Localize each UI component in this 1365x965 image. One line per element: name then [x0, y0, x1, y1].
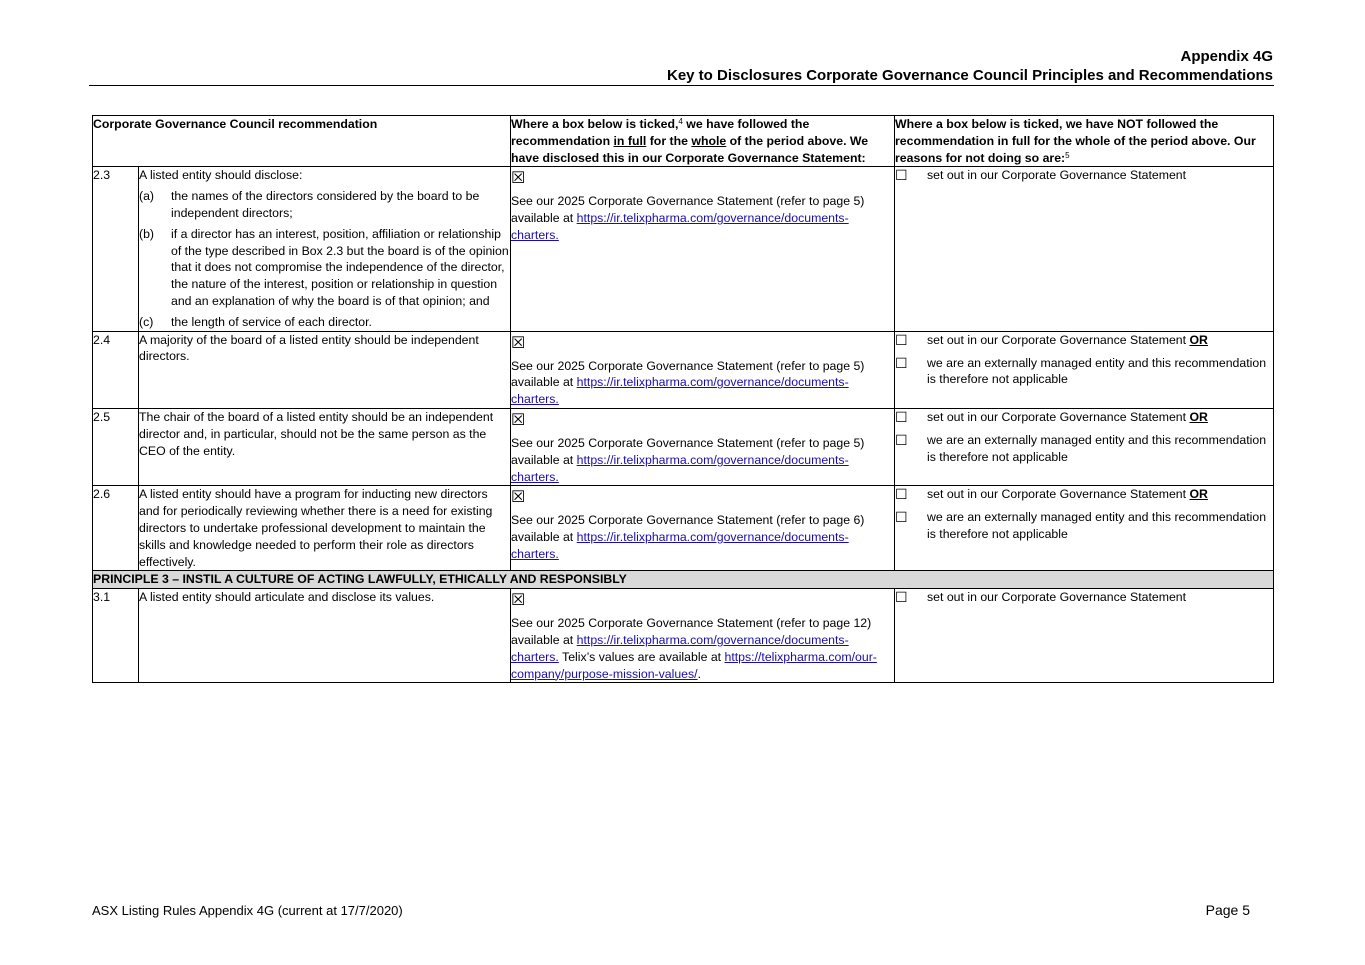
- col2-header-text-b: we have followed the recommendation: [511, 117, 810, 148]
- table-header-row: [93, 116, 1274, 167]
- statement: See our 2025 Corporate Governance Statement (refer to page 12) available at: [511, 616, 872, 647]
- subitem-text: the length of service of each director.: [171, 314, 372, 329]
- option-text: set out in our Corporate Governance Statement: [927, 168, 1187, 183]
- rec-number: 2.4: [93, 331, 139, 408]
- col2-header: [511, 116, 895, 167]
- table-row: [93, 331, 1274, 408]
- table-row: [93, 167, 1274, 331]
- statement: See our 2025 Corporate Governance Statement (refer to page 5) available at: [511, 435, 865, 467]
- subitem-label: (a): [139, 189, 155, 204]
- col3-header-text: Where a box below is ticked, we have NOT followed the recommendation in full for the whole of the period above. Our reasons for not doing so are:: [895, 117, 1256, 165]
- rec-subitem: [139, 188, 510, 222]
- checked-checkbox[interactable]: ☒: [511, 592, 526, 610]
- option-text: we are an externally managed entity and this recommendation is therefore not applicable: [927, 510, 1267, 542]
- header-subtitle: Key to Disclosures Corporate Governance Council Principles and Recommendations: [667, 67, 1273, 84]
- footnote-ref: 4: [678, 117, 683, 126]
- principle-heading-row: [93, 571, 1274, 589]
- followed-cell: [511, 408, 895, 485]
- checked-checkbox[interactable]: ☒: [511, 334, 526, 352]
- unchecked-checkbox[interactable]: ☐: [895, 589, 908, 606]
- governance-link[interactable]: https://ir.telixpharma.com/governance/documents- charters.: [511, 530, 849, 561]
- governance-link[interactable]: https://ir.telixpharma.com/governance/documents- charters.: [511, 452, 849, 484]
- followed-cell: [511, 486, 895, 571]
- header-divider: [89, 85, 1274, 86]
- governance-link[interactable]: https://ir.telixpharma.com/governance/documents- charters.: [511, 211, 849, 242]
- rec-text: A majority of the board of a listed entity should be independent directors.: [139, 331, 511, 408]
- rec-number: 2.3: [93, 167, 139, 331]
- footer-source: ASX Listing Rules Appendix 4G (current at 17/7/2020): [92, 903, 403, 918]
- recommendations-table: [92, 115, 1274, 683]
- rec-intro: A listed entity should disclose:: [139, 168, 303, 183]
- option-item: [895, 589, 1273, 606]
- statement-text: [511, 193, 894, 243]
- statement-text: [511, 512, 894, 562]
- rec-text: The chair of the board of a listed entity should be an independent director and, in particular, should not be the same person as the CEO of the entity.: [139, 408, 511, 485]
- option-text: set out in our Corporate Governance Statement OR: [927, 409, 1208, 424]
- statement: See our 2025 Corporate Governance Statement (refer to page 6) available at: [511, 513, 865, 545]
- col1-header: Corporate Governance Council recommendation: [93, 116, 511, 167]
- unchecked-checkbox[interactable]: ☐: [895, 167, 908, 184]
- option-item: [895, 167, 1273, 184]
- option-item: [895, 409, 1273, 426]
- option-text: set out in our Corporate Governance Statement OR: [927, 487, 1208, 502]
- not-followed-cell: [895, 331, 1274, 408]
- not-followed-cell: [895, 167, 1274, 331]
- followed-cell: [511, 167, 895, 331]
- unchecked-checkbox[interactable]: ☐: [895, 509, 908, 526]
- statement-text: See our 2025 Corporate Governance Statement (refer to page 12) available at https://ir.telixpharma.com/governance/documents- charters. Telix’s values are available at https://telixpharma.com/our- company/purpose-mission-values/.: [511, 616, 877, 681]
- checked-checkbox[interactable]: ☒: [511, 411, 526, 429]
- option-item: [895, 355, 1273, 389]
- col2-header-text-a: Where a box below is ticked,: [511, 117, 679, 131]
- followed-cell: [511, 331, 895, 408]
- or-label: OR: [1189, 409, 1208, 424]
- option-item: [895, 332, 1273, 349]
- table-row: [93, 589, 1274, 683]
- unchecked-checkbox[interactable]: ☐: [895, 486, 908, 503]
- footnote-ref: 5: [1065, 150, 1070, 160]
- statement-text: [511, 435, 894, 485]
- governance-link[interactable]: https://ir.telixpharma.com/governance/documents- charters.: [511, 375, 849, 407]
- col2-header-in-full: in full: [613, 133, 647, 148]
- statement-text: [511, 358, 894, 408]
- col2-header-whole: whole: [691, 133, 727, 148]
- statement: See our 2025 Corporate Governance Statement (refer to page 5) available at: [511, 358, 865, 390]
- table-row: [93, 486, 1274, 571]
- option-item: [895, 432, 1273, 466]
- unchecked-checkbox[interactable]: ☐: [895, 408, 908, 425]
- unchecked-checkbox[interactable]: ☐: [895, 431, 908, 448]
- option-text: set out in our Corporate Governance Statement: [927, 590, 1187, 605]
- option-item: [895, 486, 1273, 503]
- page-header: [667, 47, 1273, 85]
- values-text: Telix’s values are available at: [562, 649, 725, 664]
- followed-cell: [511, 589, 895, 683]
- checked-checkbox[interactable]: ☒: [511, 170, 526, 188]
- col2-header-text-c: for the: [646, 133, 692, 148]
- subitem-text: the names of the directors considered by the board to be independent directors;: [171, 189, 480, 220]
- rec-number: 2.6: [93, 486, 139, 571]
- not-followed-cell: [895, 486, 1274, 571]
- col3-header: [895, 116, 1274, 167]
- option-text: we are an externally managed entity and this recommendation is therefore not applicable: [927, 355, 1267, 387]
- checked-checkbox[interactable]: ☒: [511, 489, 526, 507]
- not-followed-cell: [895, 589, 1274, 683]
- unchecked-checkbox[interactable]: ☐: [895, 331, 908, 348]
- subitem-label: (b): [139, 226, 155, 241]
- rec-text: A listed entity should have a program for inducting new directors and for periodically reviewing whether there is a need for existing directors to undertake professional development to maintain the skills and knowledge needed to perform their role as directors effectively.: [139, 486, 511, 571]
- rec-subitem: [139, 314, 510, 331]
- principle-heading: PRINCIPLE 3 – INSTIL A CULTURE OF ACTING LAWFULLY, ETHICALLY AND RESPONSIBLY: [93, 571, 1274, 589]
- rec-text: [139, 167, 511, 331]
- rec-text: A listed entity should articulate and disclose its values.: [139, 589, 511, 683]
- rec-subitem: [139, 226, 510, 310]
- governance-link[interactable]: https://ir.telixpharma.com/governance/documents- charters.: [511, 632, 849, 664]
- not-followed-cell: [895, 408, 1274, 485]
- values-link[interactable]: https://telixpharma.com/our- company/purpose-mission-values/: [511, 649, 877, 681]
- header-title: Appendix 4G: [1180, 48, 1273, 65]
- option-text: we are an externally managed entity and this recommendation is therefore not applicable: [927, 432, 1267, 464]
- or-label: OR: [1189, 487, 1208, 502]
- col2-header-text-d: of the period above. We have disclosed this in our Corporate Governance Statement:: [511, 133, 869, 165]
- page-number: Page 5: [1205, 902, 1250, 918]
- unchecked-checkbox[interactable]: ☐: [895, 354, 908, 371]
- subitem-label: (c): [139, 314, 154, 329]
- subitem-text: if a director has an interest, position, affiliation or relationship of the type described in Box 2.3 but the board is of the opinion that it does not compromise the independence of the director, the nature of the interest, position or relationship in question and an explanation of why the board is of that opinion; and: [171, 226, 509, 308]
- option-text: set out in our Corporate Governance Statement OR: [927, 332, 1208, 347]
- statement: See our 2025 Corporate Governance Statement (refer to page 5) available at: [511, 194, 865, 226]
- option-item: [895, 509, 1273, 543]
- or-label: OR: [1189, 332, 1208, 347]
- rec-number: 3.1: [93, 589, 139, 683]
- table-row: [93, 408, 1274, 485]
- rec-number: 2.5: [93, 408, 139, 485]
